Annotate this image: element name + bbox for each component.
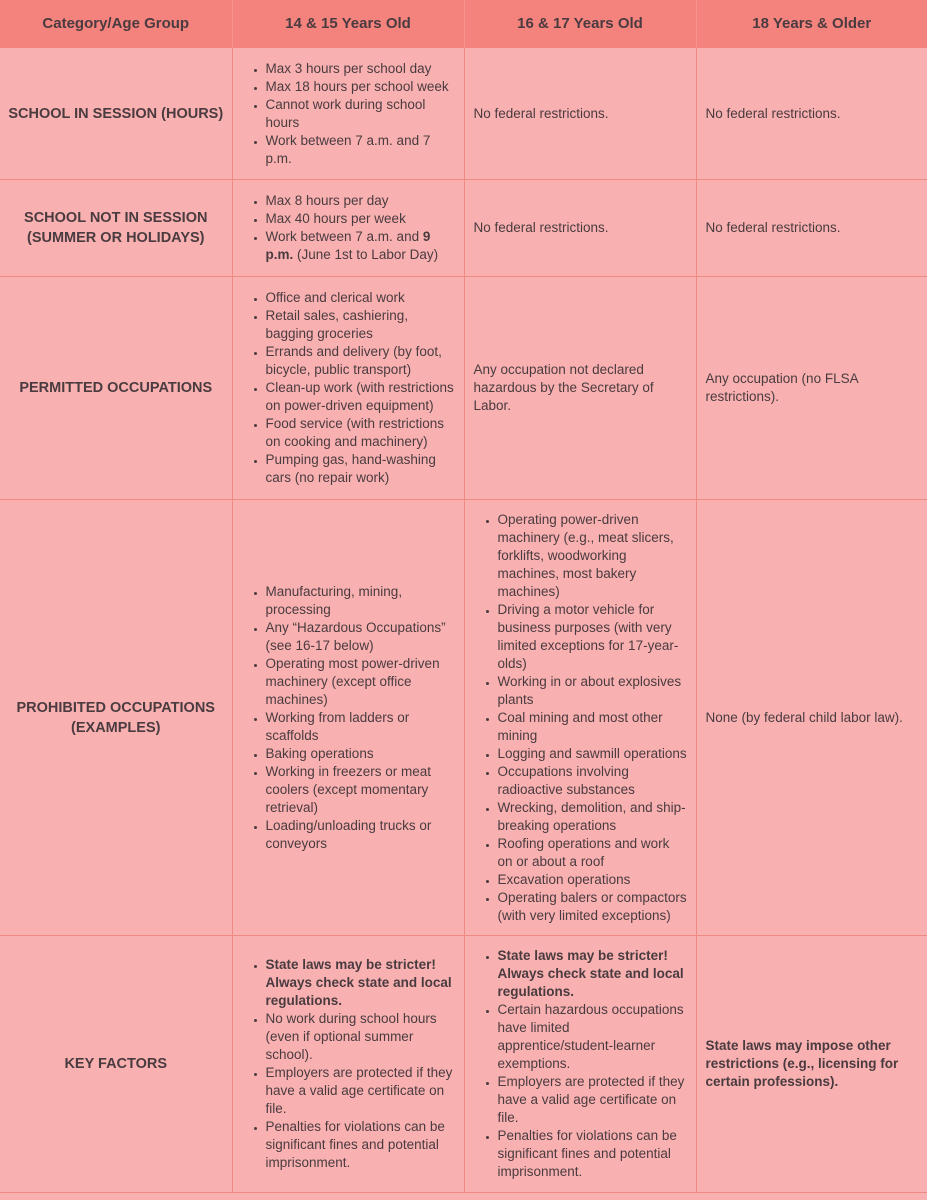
cell-14-15 (232, 48, 464, 180)
list-item: • Operating most power-driven machinery (except office machines) (266, 655, 456, 709)
table-row (0, 277, 927, 500)
category-permitted-occupations: PERMITTED OCCUPATIONS (0, 277, 232, 500)
cell-14-15 (232, 500, 464, 936)
list-item: • Clean-up work (with restrictions on power-driven equipment) (266, 379, 456, 415)
list-item: • Food service (with restrictions on cooking and machinery) (266, 415, 456, 451)
list-item: • Errands and delivery (by foot, bicycle, public transport) (266, 343, 456, 379)
category-key-factors: KEY FACTORS (0, 936, 232, 1193)
table-row (0, 936, 927, 1193)
header-age-18-plus: 18 Years & Older (696, 0, 927, 48)
category-prohibited-occupations: PROHIBITED OCCUPATIONS (EXAMPLES) (0, 500, 232, 936)
cell-16-17: No federal restrictions. (464, 180, 696, 277)
list-item: • Operating balers or compactors (with very limited exceptions) (498, 889, 688, 925)
cell-14-15 (232, 180, 464, 277)
cell-18-plus: Any occupation (no FLSA restrictions). (696, 277, 927, 500)
list-item: • Max 8 hours per day (266, 192, 456, 210)
hours-suffix: (June 1st to Labor Day) (293, 247, 439, 262)
list-item: • Working from ladders or scaffolds (266, 709, 456, 745)
cell-16-17: Any occupation not declared hazardous by the Secretary of Labor. (464, 277, 696, 500)
list-item: • Working in freezers or meat coolers (except momentary retrieval) (266, 763, 456, 817)
list-item: • Pumping gas, hand-washing cars (no repair work) (266, 451, 456, 487)
list-item: • Baking operations (266, 745, 456, 763)
header-row (0, 0, 927, 48)
header-age-14-15: 14 & 15 Years Old (232, 0, 464, 48)
list-item: • Loading/unloading trucks or conveyors (266, 817, 456, 853)
hours-prefix: Work between 7 a.m. and (265, 229, 423, 244)
cell-16-17 (464, 936, 696, 1193)
cell-16-17: No federal restrictions. (464, 48, 696, 180)
list-item: • Cannot work during school hours (266, 96, 456, 132)
cell-18-plus: No federal restrictions. (696, 180, 927, 277)
cell-14-15 (232, 936, 464, 1193)
list-item: • Penalties for violations can be significant fines and potential imprisonment. (266, 1118, 456, 1172)
list-item: • Operating power-driven machinery (e.g., meat slicers, forklifts, woodworking machines, most bakery machines) (498, 511, 688, 601)
cell-18-plus: No federal restrictions. (696, 48, 927, 180)
cell-14-15 (232, 277, 464, 500)
list-item: • Employers are protected if they have a valid age certificate on file. (266, 1064, 456, 1118)
list-item: • Office and clerical work (266, 289, 456, 307)
list-item: • Working in or about explosives plants (498, 673, 688, 709)
list-item: • Penalties for violations can be significant fines and potential imprisonment. (498, 1127, 688, 1181)
table-row (0, 48, 927, 180)
list-item: • State laws may be stricter! Always check state and local regulations. (498, 947, 688, 1001)
list-item: • Retail sales, cashiering, bagging groceries (266, 307, 456, 343)
list-item: • Employers are protected if they have a valid age certificate on file. (498, 1073, 688, 1127)
list-item: • Work between 7 a.m. and 7 p.m. (266, 132, 456, 168)
table-row (0, 500, 927, 936)
list-item: • Manufacturing, mining, processing (266, 583, 456, 619)
list-item: • Max 3 hours per school day (266, 60, 456, 78)
table-row (0, 180, 927, 277)
header-age-16-17: 16 & 17 Years Old (464, 0, 696, 48)
cell-18-plus: State laws may impose other restrictions (e.g., licensing for certain professions). (696, 936, 927, 1193)
header-category: Category/Age Group (0, 0, 232, 48)
list-item: • Logging and sawmill operations (498, 745, 688, 763)
list-item: • Roofing operations and work on or about a roof (498, 835, 688, 871)
category-school-not-in-session: SCHOOL NOT IN SESSION (SUMMER OR HOLIDAYS) (0, 180, 232, 277)
list-item: • Max 40 hours per week (266, 210, 456, 228)
list-item: • Occupations involving radioactive substances (498, 763, 688, 799)
hours-bold: 9 p.m. (265, 229, 431, 262)
cell-18-plus: None (by federal child labor law). (696, 500, 927, 936)
list-item: • No work during school hours (even if optional summer school). (266, 1010, 456, 1064)
list-item: • Excavation operations (498, 871, 688, 889)
list-item: • State laws may be stricter! Always check state and local regulations. (266, 956, 456, 1010)
list-item: • Wrecking, demolition, and ship-breaking operations (498, 799, 688, 835)
list-item: • Coal mining and most other mining (498, 709, 688, 745)
list-item: • Certain hazardous occupations have limited apprentice/student-learner exemptions. (498, 1001, 688, 1073)
list-item: • Max 18 hours per school week (266, 78, 456, 96)
category-school-in-session: SCHOOL IN SESSION (HOURS) (0, 48, 232, 180)
cell-16-17 (464, 500, 696, 936)
list-item: • Driving a motor vehicle for business purposes (with very limited exceptions for 17-year-olds) (498, 601, 688, 673)
list-item (266, 228, 456, 264)
list-item: • Any “Hazardous Occupations” (see 16-17 below) (266, 619, 456, 655)
